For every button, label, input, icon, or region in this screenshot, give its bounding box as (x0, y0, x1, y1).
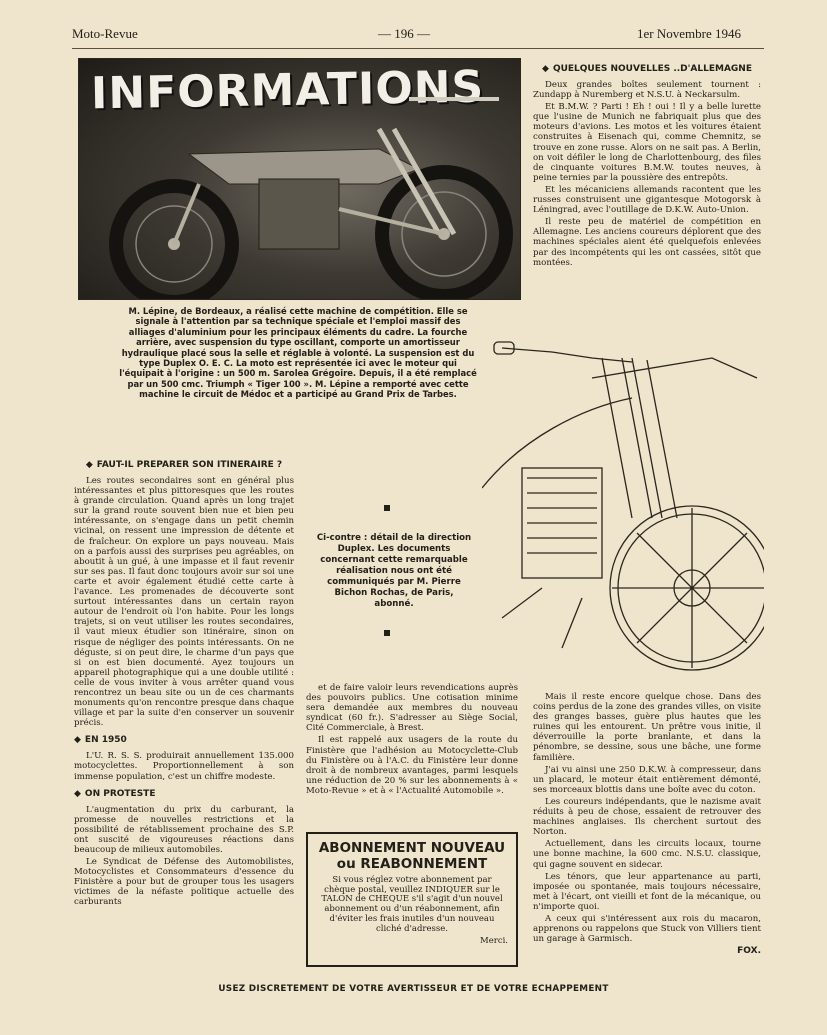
paragraph: A ceux qui s'intéressent aux rois du macaron, apprenons ou rappelons que Stuck von Villiers tient un garage à Garmisch. (533, 913, 761, 945)
subscription-thanks: Merci. (480, 936, 508, 947)
header-page-number: — 196 — (378, 26, 430, 41)
paragraph: Mais il reste encore quelque chose. Dans des coins perdus de la zone des grandes villes, on visite des granges basses, guère plus hautes que les ruines qui les entourent. Un prêtre vous initie, il déverrouille la porte branlante, et dans la pénombre, se dessine, sous une bâche, une forme familière. (533, 692, 761, 763)
left-column (74, 460, 294, 910)
paragraph: Le Syndicat de Défense des Automobilistes, Motocyclistes et Consommateurs d'essence du Finistère a pour but de grouper tous les usagers victimes de la néfaste politique actuelle des carburants (74, 857, 294, 908)
header-date: 1er Novembre 1946 (637, 26, 741, 41)
header-magazine-name: Moto-Revue (72, 26, 138, 41)
paragraph: Actuellement, dans les circuits locaux, tourne une bonne machine, la 600 cmc. N.S.U. classique, qui gagne souvent en sidecar. (533, 839, 761, 870)
subscription-body: Si vous réglez votre abonnement par chèque postal, veuillez INDIQUER sur le TALON de CHEQUE s'il s'agit d'un nouvel abonnement ou d'un réabonnement, afin d'éviter les frais inutiles d'un nouveau cliché d'adresse. (321, 875, 503, 934)
diamond-bullet-icon: ◆ (74, 788, 81, 799)
diamond-bullet-icon: ◆ (74, 735, 81, 746)
square-ornament (384, 630, 390, 636)
photo-caption: M. Lépine, de Bordeaux, a réalisé cette machine de compétition. Elle se signale à l'attention par sa technique spéciale et l'emploi massif des alliages d'aluminium pour les principaux éléments du cadre. La fourche arrière, avec suspension du type oscillant, comporte un amortisseur hydraulique placé sous la selle et réglable à volonté. La suspension est du type Duplex O. E. C. La moto est représentée ici avec le moteur qui l'équipait à l'origine : un 500 m. Sarolea Grégoire. Depuis, il a été remplacé par un 500 cmc. Triumph « Tiger 100 ». M. Lépine a remporté avec cette machine le circuit de Médoc et a participé au Grand Prix de Tarbes. (119, 306, 477, 400)
paragraph: Et B.M.W. ? Parti ! Eh ! oui ! Il y a belle lurette que l'usine de Munich ne fabriquait plus que des moteurs d'avions. Les motos et les voitures étaient construites à Eisenach qui, comme Chemnitz, se trouve en zone russe. Alors on ne sait pas. A Berlin, on voit défiler le long de Charlottenbourg, des files de cinquante voitures B.M.W. toutes neuves, à peine ternies par la poussière des entrepôts. (533, 102, 761, 183)
paragraph: Il est rappelé aux usagers de la route du Finistère que l'adhésion au Motocyclette-Club du Finistère ou à l'A.C. du Finistère leur donne droit à de nombreux avantages, parmi lesquels une réduction de 20 % sur les abonnements à « Moto-Revue » et à « l'Actualité Automobile ». (306, 735, 518, 796)
right-bottom-column (533, 692, 761, 956)
diamond-bullet-icon: ◆ (542, 64, 549, 74)
paragraph: Les routes secondaires sont en général plus intéressantes et plus pittoresques que les routes à grande circulation. Quand après un long trajet sur la grand route souvent bien nue et bien peu intéressante, on s'engage dans un petit chemin vicinal, on ressent une impression de détente et de fraîcheur. On explore un pays nouveau. Mais on a parfois aussi des surprises peu agréables, on aboutit à un gué, à une impasse et il faut revenir sur ses pas. Il faut donc toujours avoir sur soi une carte et avoir également étudié cette carte à l'avance. Les promenades de découverte sont surtout intéressantes dans un certain rayon autour de l'endroit où l'on habite. Pour les longs trajets, si on veut utiliser les routes secondaires, il vaut mieux étudier son itinéraire, sinon on risque de négliger des points intéressants. On ne déguste, si on peut dire, le charme d'un pays que si on est bien documenté. Ayez toujours un appareil photographique qui a une double utilité : celle de vous inviter à vous arrêter quand vous rencontrez un beau site ou un de ces charmants monuments qu'on rencontre presque dans chaque village et par la suite d'en conserver un souvenir précis. (74, 476, 294, 729)
section-allemagne-title: ◆ QUELQUES NOUVELLES ..D'ALLEMAGNE (542, 64, 752, 74)
section-proteste-title: ◆ ON PROTESTE (74, 788, 156, 799)
section-itineraire-title: ◆ FAUT-IL PREPARER SON ITINERAIRE ? (85, 460, 283, 470)
paragraph: Les ténors, que leur appartenance au parti, imposée ou spontanée, mais toujours nécessaire, met à l'écart, ont vieilli et font de la mécanique, ou n'importe quoi. (533, 871, 761, 912)
author-signature: FOX. (737, 946, 761, 957)
paragraph: L'U. R. S. S. produirait annuellement 135.000 motocyclettes. Proportionnellement à son immense population, c'est un chiffre modeste. (74, 751, 294, 782)
paragraph: Il reste peu de matériel de compétition en Allemagne. Les anciens coureurs déplorent que des machines spéciales aient été quelquefois enlevées par des incompétents qui les ont cassées, sitôt que montées. (533, 217, 761, 268)
middle-column (306, 683, 518, 798)
section-en1950-title: ◆ EN 1950 (74, 735, 127, 746)
footer-slogan: USEZ DISCRETEMENT DE VOTRE AVERTISSEUR ET DE VOTRE ECHAPPEMENT (218, 984, 609, 994)
header-rule (72, 48, 764, 49)
paragraph: J'ai vu ainsi une 250 D.K.W. à compresseur, dans un placard, le moteur était entièrement démonté, ses morceaux blottis dans une boîte avec du coton. (533, 764, 761, 795)
fork-line-drawing (482, 318, 764, 678)
paragraph: Et les mécaniciens allemands racontent que les russes construisent une gigantesque Motogorsk à Léningrad, avec l'outillage de D.K.W. Auto-Union. (533, 184, 761, 216)
motorcycle-photo (78, 58, 521, 300)
motorcycle-photo-illustration (79, 59, 520, 299)
drawing-caption: Ci-contre : détail de la direction Duplex. Les documents concernant cette remarquable réalisation nous ont été communiqués par M. Pierre Bichon Rochas, de Paris, abonné. (316, 533, 472, 609)
paragraph: et de faire valoir leurs revendications auprès des pouvoirs publics. Une cotisation minime sera demandée aux membres du nouveau syndicat (60 fr.). S'adresser au Siège Social, Cité Commerciale, à Brest. (306, 683, 518, 734)
paragraph: Deux grandes boîtes seulement tournent : Zundapp à Nuremberg et N.S.U. à Neckarsulm. (533, 80, 761, 101)
subscription-box (306, 832, 518, 967)
paragraph: Les coureurs indépendants, que le nazisme avait réduits à peu de chose, essaient de retrouver des machines anglaises. Ils cherchent surtout des Norton. (533, 796, 761, 838)
diamond-bullet-icon: ◆ (85, 460, 93, 470)
square-ornament (384, 505, 390, 511)
paragraph: L'augmentation du prix du carburant, la promesse de nouvelles restrictions et la possibilité de rétablissement prochaine des S.P. ont suscité de vigoureuses réactions dans beaucoup de milieux automobiles. (74, 804, 294, 855)
subscription-subtitle: ou REABONNEMENT (336, 856, 488, 872)
section-allemagne (533, 64, 761, 270)
subscription-title: ABONNEMENT NOUVEAU (318, 840, 506, 856)
photo-title: INFORMATIONS (90, 61, 485, 120)
